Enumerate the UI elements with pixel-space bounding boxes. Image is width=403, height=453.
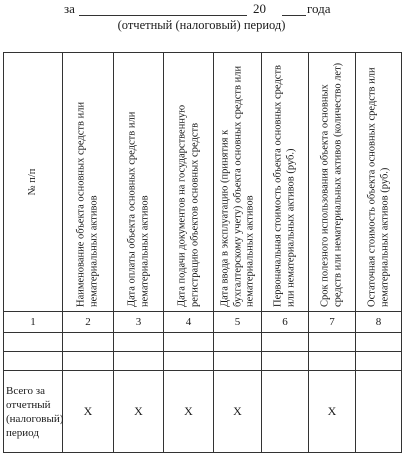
empty-cell[interactable] [262, 352, 309, 371]
table-row [4, 352, 402, 371]
empty-cell[interactable] [114, 352, 164, 371]
col-num-5: 5 [214, 312, 262, 333]
empty-cell[interactable] [114, 333, 164, 352]
header-cell-6 [262, 53, 309, 312]
header-cell-8 [356, 53, 402, 312]
col-num-7: 7 [309, 312, 356, 333]
empty-cell[interactable] [4, 352, 63, 371]
header-text-7: Срок полезного использования объекта основных средств или нематериальных активов (количество лет) [319, 62, 343, 307]
year-suffix: года [307, 1, 331, 16]
empty-cell[interactable] [262, 333, 309, 352]
total-cell-2: X [63, 371, 114, 453]
header-cell-3 [114, 53, 164, 312]
total-row [4, 371, 402, 453]
total-cell-7: X [309, 371, 356, 453]
year-prefix: 20 [253, 1, 266, 16]
period-blank[interactable] [79, 15, 247, 16]
header-text-1: № п/п [26, 168, 38, 196]
header-cell-2 [63, 53, 114, 312]
empty-cell[interactable] [164, 352, 214, 371]
assets-table [3, 52, 402, 453]
za-label: за [64, 1, 75, 16]
col-num-4: 4 [164, 312, 214, 333]
header-cell-5 [214, 53, 262, 312]
header-text-4: Дата подачи документов на государственную регистрацию объектов основных средств [176, 104, 200, 307]
header-text-5: Дата ввода в эксплуатацию (принятия к бухгалтерскому учету) объекта основных средств или нематериальных активов [218, 65, 255, 307]
header-cell-7 [309, 53, 356, 312]
total-cell-4: X [164, 371, 214, 453]
total-cell-8[interactable] [356, 371, 402, 453]
header-text-8: Остаточная стоимость объекта основных средств или нематериальных активов (руб.) [366, 67, 390, 307]
year-blank[interactable] [282, 15, 306, 16]
empty-cell[interactable] [4, 333, 63, 352]
total-cell-5: X [214, 371, 262, 453]
col-num-3: 3 [114, 312, 164, 333]
header-cell-1 [4, 53, 63, 312]
col-num-2: 2 [63, 312, 114, 333]
empty-cell[interactable] [356, 352, 402, 371]
empty-cell[interactable] [214, 333, 262, 352]
header-text-6: Первоначальная стоимость объекта основных средств или нематериальных активов (руб.) [272, 65, 296, 307]
col-num-1: 1 [4, 312, 63, 333]
header-text-3: Дата оплаты объекта основных средств или нематериальных активов [126, 111, 150, 307]
empty-cell[interactable] [63, 333, 114, 352]
empty-cell[interactable] [356, 333, 402, 352]
period-subtitle: (отчетный (налоговый) период) [117, 18, 286, 32]
empty-cell[interactable] [309, 352, 356, 371]
header-row [4, 53, 402, 312]
total-cell-3: X [114, 371, 164, 453]
empty-cell[interactable] [63, 352, 114, 371]
empty-cell[interactable] [214, 352, 262, 371]
col-num-6: 6 [262, 312, 309, 333]
header-text-2: Наименование объекта основных средств или нематериальных активов [75, 101, 99, 307]
column-number-row [4, 312, 402, 333]
col-num-8: 8 [356, 312, 402, 333]
total-label: Всего за отчетный (налоговый) период [4, 371, 63, 453]
table-row [4, 333, 402, 352]
empty-cell[interactable] [164, 333, 214, 352]
header-cell-4 [164, 53, 214, 312]
total-cell-6[interactable] [262, 371, 309, 453]
reporting-period-line [0, 0, 403, 20]
empty-cell[interactable] [309, 333, 356, 352]
